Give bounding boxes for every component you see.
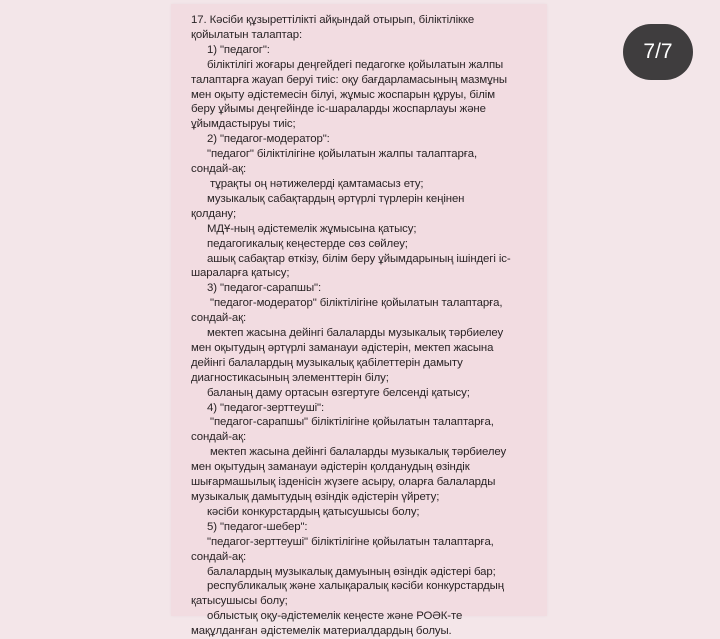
document-line: "педагог" біліктілігіне қойылатын жалпы талаптарға, (207, 148, 478, 161)
document-line: облыстық оқу-әдістемелік кеңесте және РОӘК-те (207, 610, 463, 623)
document-line: музыкалық дамытудың өзіндік әдістерін үйрету; (191, 491, 440, 503)
document-line: ашық сабақтар өткізу, білім беру ұйымдарының ішіндегі іс- (207, 252, 511, 265)
document-line: 4) "педагог-зерттеуші": (207, 401, 325, 414)
document-line: балалардың музыкалық дамуының өзіндік әдістері бар; (207, 565, 496, 578)
document-line: қолдану; (191, 207, 237, 220)
document-line: музыкалық сабақтардың әртүрлі түрлерін кеңінен (207, 192, 465, 205)
document-line: 3) "педагог-сарапшы": (207, 282, 322, 295)
document-line: мектеп жасына дейінгі балаларды музыкалық тәрбиелеу (207, 327, 504, 340)
document-line: мақұлданған әдістемелік материалдардың болуы. (191, 625, 452, 638)
document-line: сондай-ақ: (191, 550, 247, 563)
document-line: дейінгі балалардың музыкалық қабілеттерін дамыту (191, 356, 463, 369)
page-counter-badge[interactable]: 7/7 (623, 24, 693, 80)
document-line: біліктілігі жоғары деңгейдегі педагогке қойылатын жалпы (207, 58, 504, 71)
document-line: сондай-ақ: (191, 312, 247, 325)
document-line: кәсіби конкурстардың қатысушысы болу; (207, 505, 420, 518)
document-line: қойылатын талаптар: (191, 28, 303, 41)
document-text (191, 13, 546, 639)
document-line: диагностикасының элементтерін білу; (191, 371, 389, 384)
document-line: мектеп жасына дейінгі балаларды музыкалық тәрбиелеу (210, 446, 507, 459)
document-line: ұйымдастыруы тиіс; (191, 118, 296, 131)
document-line: мен оқытудың заманауи әдістерін қолданудың өзіндік (191, 461, 470, 474)
document-line: 2) "педагог-модератор": (207, 133, 330, 146)
document-line: беру ұйымы деңгейінде іс-шараларды жоспарлауы және (191, 103, 486, 116)
document-line: талаптарға жауап беруі тиіс: оқу бағдарламасының мазмұны (191, 73, 507, 86)
document-line: қатысушысы болу; (191, 595, 288, 608)
document-line: 5) "педагог-шебер": (207, 520, 308, 533)
document-line: мен оқыту әдістемесін білуі, жұмыс жоспарын құруы, білім (191, 88, 495, 101)
document-line: 1) "педагог": (207, 43, 270, 56)
document-line: сондай-ақ: (191, 163, 247, 176)
document-line: "педагог-зерттеуші" біліктілігіне қойылатын талаптарға, (207, 535, 494, 548)
document-line: МДҰ-ның әдістемелік жұмысына қатысу; (207, 222, 417, 235)
document-line: 17. Кәсіби құзыреттілікті айқындай отырып, біліктілікке (191, 14, 475, 26)
document-line: "педагог-сарапшы" біліктілігіне қойылатын талаптарға, (210, 416, 494, 429)
document-line: баланың даму ортасын өзгертуге белсенді қатысу; (207, 386, 470, 399)
document-line: педагогикалық кеңестерде сөз сөйлеу; (207, 237, 408, 250)
document-line: "педагог-модератор" біліктілігіне қойылатын талаптарға, (210, 297, 503, 310)
document-line: шараларға қатысу; (191, 267, 290, 280)
document-line: республикалық және халықаралық кәсіби конкурстардың (207, 580, 504, 593)
document-line: сондай-ақ: (191, 431, 247, 444)
document-line: мен оқытудың әртүрлі заманауи әдістерін, мектеп жасына (191, 341, 494, 354)
document-line: шығармашылық ізденісін жүзеге асыру, оларға балаларды (191, 476, 496, 489)
document-line: тұрақты оң нәтижелерді қамтамасыз ету; (210, 177, 424, 190)
